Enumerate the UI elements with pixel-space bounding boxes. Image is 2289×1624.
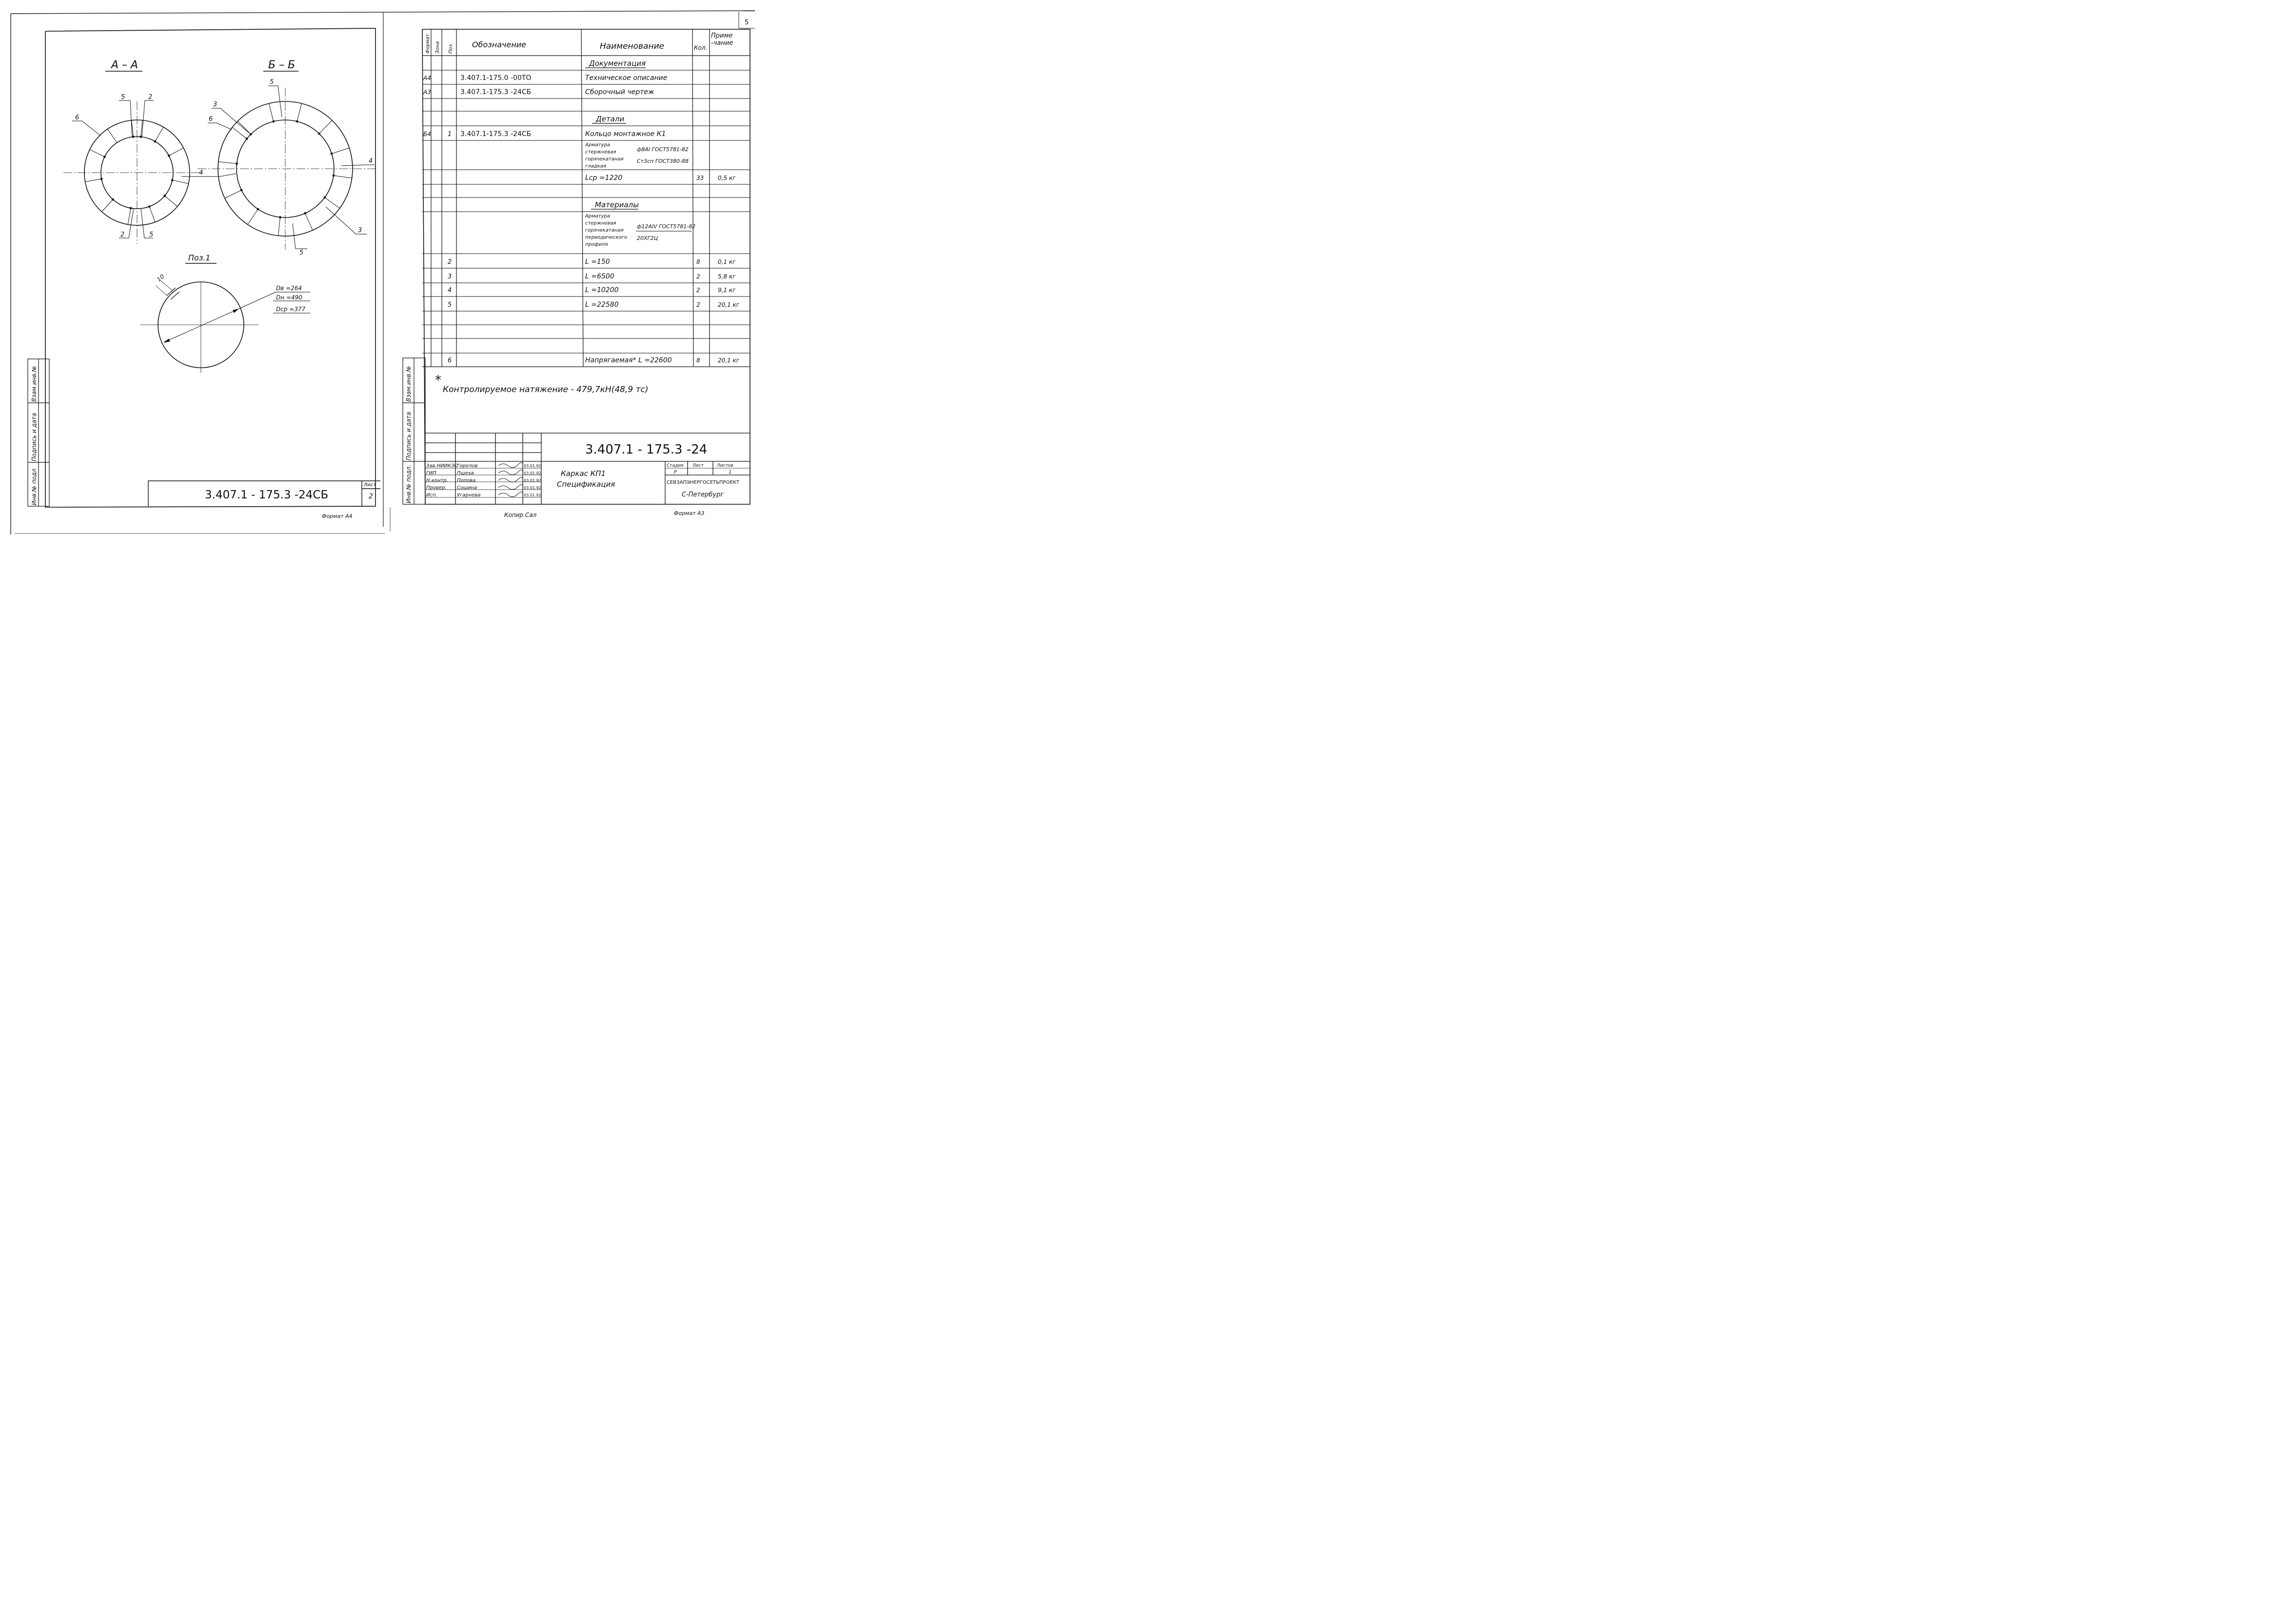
cell-section-title: Документация — [589, 59, 646, 68]
cell-name-line: профиля — [585, 242, 608, 247]
ring-bar-dot — [250, 133, 252, 136]
header-note-box — [711, 32, 749, 54]
signature-mark — [498, 492, 523, 496]
signer-rows — [426, 462, 541, 498]
ring-bar-dot — [154, 140, 157, 143]
cell-name: L =10200 — [585, 286, 619, 294]
ring-bar-dot — [100, 178, 103, 180]
ring-radial — [305, 213, 313, 230]
ring-bar-dot — [324, 196, 326, 198]
diam-mid: Dср =377 — [276, 306, 306, 313]
cell-note: 9,1 кг — [718, 287, 736, 294]
cell-name-line: горячекатаная — [585, 157, 624, 162]
drawing-page — [0, 0, 763, 541]
ring-section-aa — [63, 100, 210, 244]
signature-mark — [498, 462, 523, 467]
cell-name-line: горячекатаная — [585, 228, 624, 233]
ring-bar-dot — [304, 212, 306, 215]
cell-note: 20,1 кг — [718, 357, 740, 364]
cell-name-line: стержневая — [585, 220, 616, 226]
signer-role: Исп. — [426, 493, 437, 498]
header-qty: Кол. — [694, 44, 708, 51]
signer-date: 03.01.92 — [524, 493, 541, 497]
ring-bar-dot — [240, 189, 243, 191]
ring-radial — [332, 148, 349, 154]
header-name: Наименование — [600, 41, 665, 51]
city: С-Петербург — [682, 491, 724, 498]
label-5-aa-top: 5 — [121, 94, 125, 101]
ring-bar-dot — [279, 216, 281, 218]
signer-date: 03.01.92 — [524, 464, 541, 468]
stage-value: Р — [674, 470, 677, 475]
signer-role: ГИП — [426, 471, 436, 476]
signer-row — [426, 462, 541, 469]
cell-format: А4 — [423, 75, 431, 81]
signer-role: Н.контр. — [426, 478, 448, 483]
section-bb-title: Б – Б — [268, 59, 296, 71]
sheet-corner-number: 5 — [745, 19, 749, 26]
organization: СЕВЗАПЭНЕРГОСЕТЬПРОЕКТ — [667, 480, 739, 485]
diam-outer: Dн =490 — [276, 294, 302, 301]
cell-name: L =150 — [585, 258, 610, 266]
signer-row — [426, 492, 541, 498]
table-row — [585, 142, 689, 169]
ring-radial — [269, 103, 274, 121]
copied-label: Копир.Сал — [504, 512, 537, 518]
ring-radial — [149, 207, 155, 222]
sheets-label: Листов — [717, 463, 733, 468]
cell-spec-line: Ст3сп ГОСТ380-88 — [637, 158, 689, 164]
sheet-label: Лист — [692, 463, 704, 468]
diam-inner: Dв =264 — [276, 285, 302, 292]
label-4-bb-left: 4 — [199, 169, 203, 177]
ring-section-bb — [197, 86, 375, 250]
stage-label: Стадия — [667, 463, 684, 468]
table-row — [448, 356, 740, 364]
header-zone: Зона — [435, 41, 440, 54]
signer-name: Горелов — [457, 463, 478, 469]
ring-bar-dot — [331, 153, 333, 155]
label-3-bb-bottom: 3 — [358, 227, 362, 234]
table-section-row — [591, 200, 639, 209]
signer-row — [426, 477, 541, 483]
ring-bar-dot — [163, 195, 166, 197]
cell-section-title: Материалы — [595, 200, 639, 209]
ring-bar-dot — [246, 138, 248, 140]
cell-format: Б4 — [423, 131, 431, 138]
left-format-label: Формат А4 — [322, 513, 353, 519]
ring-radial — [218, 162, 237, 164]
ring-radial — [155, 127, 163, 141]
ring-bar-dot — [168, 155, 170, 157]
table-row — [585, 174, 736, 182]
cell-pos: 5 — [448, 301, 452, 309]
right-stamp-inv: Инв.№ подл. — [405, 465, 412, 503]
signer-role: Провер. — [426, 485, 447, 491]
table-row — [423, 130, 666, 138]
table-row — [585, 214, 695, 247]
ring-bar-dot — [333, 175, 335, 177]
ring-radial — [325, 198, 340, 208]
cell-name: Lср =1220 — [585, 174, 623, 182]
ring-bar-dot — [236, 162, 238, 165]
sheets-value: 1 — [729, 470, 732, 475]
left-stamp-inv: Инв.№ подл — [31, 468, 38, 505]
cell-format: А3 — [423, 89, 431, 96]
ring-radial — [169, 148, 183, 156]
signature-mark — [498, 477, 523, 482]
table-section-row — [585, 59, 646, 68]
header-designation: Обозначение — [472, 40, 527, 49]
ring-radial — [128, 208, 131, 224]
label-6-bb: 6 — [209, 116, 213, 123]
title-line-2: Спецификация — [557, 480, 615, 489]
signer-role: Зав.НИИКЗС — [426, 463, 458, 469]
signer-name: Угарнева — [457, 493, 481, 498]
left-list-number: 2 — [369, 493, 373, 500]
ring-bar-dot — [139, 136, 142, 138]
drawing-canvas — [0, 0, 763, 541]
label-2-aa-bottom: 2 — [120, 231, 125, 238]
cell-name-line: Арматура — [585, 142, 611, 148]
cell-spec-line: 20ХГ2Ц — [637, 235, 658, 241]
cell-qty: 2 — [696, 273, 700, 280]
ring-radial — [85, 179, 101, 182]
cell-name-line: Арматура — [585, 214, 611, 219]
signer-date: 03.01.92 — [524, 486, 541, 490]
label-5-aa-bottom: 5 — [149, 231, 154, 238]
right-format-label: Формат А3 — [674, 510, 705, 516]
right-drawing-code: 3.407.1 - 175.3 -24 — [585, 442, 708, 457]
ring-radial — [90, 150, 105, 157]
left-stamp-podpis: Подпись и дата — [31, 413, 38, 461]
detail-title: Поз.1 — [188, 253, 211, 262]
cell-name: L =6500 — [585, 273, 614, 280]
cell-qty: 2 — [696, 301, 700, 308]
signer-date: 03.01.92 — [524, 471, 541, 475]
left-stamp-vzam: Взам.инв.№ — [31, 366, 38, 402]
cell-spec-line: ф8АI ГОСТ5781-82 — [637, 146, 689, 153]
label-4-bb-right: 4 — [369, 158, 373, 165]
cell-note: 20,1 кг — [718, 301, 740, 308]
label-6-aa: 6 — [75, 114, 79, 121]
cell-section-title: Детали — [596, 115, 625, 123]
signer-name: Сошина — [457, 485, 477, 491]
table-row — [448, 258, 736, 266]
cell-name: Техническое описание — [585, 74, 668, 82]
ring-bar-dot — [171, 179, 174, 181]
signature-mark — [498, 470, 523, 475]
footnote-text: Контролируемое натяжение - 479,7кН(48,9 тс) — [443, 385, 649, 395]
label-3-bb-top: 3 — [213, 101, 217, 108]
table-row — [448, 301, 740, 309]
left-frame — [45, 28, 375, 507]
cell-pos: 6 — [448, 357, 452, 364]
cell-name-line: периодического — [585, 235, 628, 240]
cell-name: L =22580 — [585, 301, 619, 309]
cell-qty: 33 — [696, 175, 704, 181]
ring-bar-dot — [132, 136, 135, 138]
ring-radial — [172, 180, 188, 183]
signer-name: Пшеха — [457, 471, 474, 476]
cell-pos: 4 — [448, 287, 452, 294]
header-note: Приме-чание — [711, 32, 733, 47]
right-stamp-vzam: Взам.инв.№ — [405, 366, 412, 402]
ring-bar-dot — [130, 207, 132, 209]
ring-radial — [225, 190, 241, 198]
left-list-label: Лист — [364, 482, 376, 488]
cell-spec-line: ф12АIV ГОСТ5781-82 — [637, 223, 696, 230]
ring-radial — [248, 209, 258, 225]
title-line-1: Каркас КП1 — [561, 469, 606, 478]
right-stamp-podpis: Подпись и дата — [405, 412, 412, 460]
dim-10: 10 — [155, 273, 166, 283]
cell-name: Кольцо монтажное К1 — [585, 130, 666, 138]
ring-radial — [102, 199, 113, 212]
cell-pos: 1 — [448, 131, 452, 138]
ring-radial — [165, 196, 178, 207]
header-format: Формат — [425, 34, 431, 54]
signature-mark — [498, 484, 523, 489]
cell-note: 0,1 кг — [718, 258, 736, 265]
signer-name: Попова — [457, 478, 476, 483]
cell-designation: 3.407.1-175.3 -24СБ — [460, 130, 532, 138]
ring-bar-dot — [257, 208, 259, 211]
cell-qty: 2 — [696, 287, 700, 294]
signer-date: 03.01.92 — [524, 478, 541, 483]
ring-bar-dot — [296, 120, 298, 123]
left-drawing-code: 3.407.1 - 175.3 -24СБ — [205, 489, 329, 501]
ring-bar-dot — [318, 133, 320, 135]
cell-designation: 3.407.1-175.3 -24СБ — [460, 88, 532, 96]
cell-note: 5,8 кг — [718, 273, 736, 280]
cell-pos: 3 — [448, 273, 452, 280]
cell-name: Сборочный чертеж — [585, 88, 654, 96]
section-aa-title: А – А — [111, 59, 138, 71]
cell-qty: 8 — [696, 258, 700, 265]
cell-qty: 8 — [696, 357, 700, 364]
table-section-row — [592, 115, 626, 123]
table-row — [423, 88, 654, 96]
label-2-aa-top: 2 — [148, 94, 153, 101]
ring-radial — [319, 120, 332, 134]
ring-radial — [297, 103, 301, 121]
table-row — [448, 286, 736, 294]
ring-bar-dot — [112, 198, 114, 201]
ring-radial — [278, 217, 280, 236]
footnote-star: * — [435, 373, 441, 388]
ring-bar-dot — [103, 156, 106, 158]
cell-name-line: стержневая — [585, 149, 616, 155]
header-pos: Поз. — [448, 42, 454, 54]
ring-radial — [334, 176, 352, 178]
cell-note: 0,5 кг — [718, 175, 736, 181]
label-5-bb-top: 5 — [270, 79, 274, 86]
cell-pos: 2 — [448, 258, 452, 266]
ring-bar-dot — [272, 120, 275, 123]
label-5-bb-bottom: 5 — [299, 249, 304, 257]
cell-name: Напрягаемая* L =22600 — [585, 356, 672, 364]
cell-name-line: гладкая — [585, 163, 606, 169]
ring-radial — [237, 121, 251, 134]
table-row — [423, 74, 667, 82]
ring-radial — [108, 129, 117, 142]
ring-bar-dot — [148, 205, 151, 208]
table-row — [448, 273, 736, 280]
cell-designation: 3.407.1-175.0 -00ТО — [460, 74, 532, 82]
